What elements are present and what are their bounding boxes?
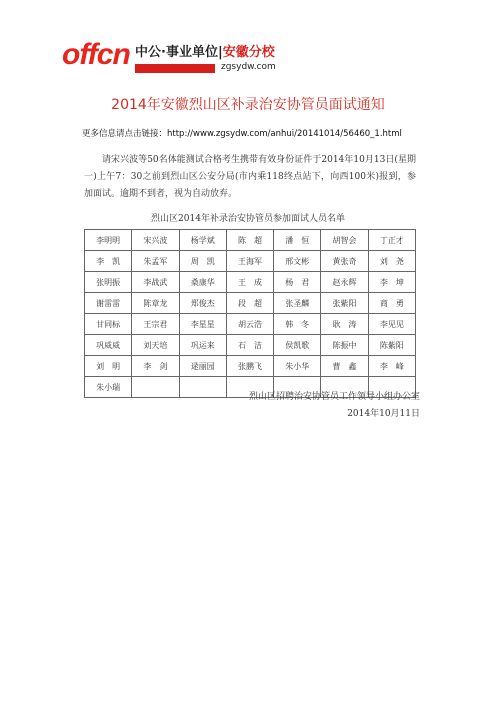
table-caption: 烈山区2014年补录治安协管员参加面试人员名单: [151, 214, 345, 224]
logo-unit: 事业单位: [165, 45, 218, 60]
name-cell: 张圣麟: [274, 293, 321, 314]
name-cell: 段 超: [226, 293, 273, 314]
logo-separator: |: [217, 45, 223, 60]
name-cell: 石 洁: [226, 335, 273, 356]
name-cell: 刘 尧: [368, 251, 415, 272]
name-cell: 李战武: [132, 272, 179, 293]
signature-org: 烈山区招聘治安协管员工作领导小组办公室: [248, 392, 420, 402]
logo-site-url: zgsydw.com: [221, 62, 276, 72]
name-cell: 耿 涛: [321, 314, 368, 335]
name-cell: 陈振中: [321, 335, 368, 356]
name-cell: 邢文彬: [274, 251, 321, 272]
name-cell: 王 成: [226, 272, 273, 293]
name-cell: [132, 377, 179, 398]
name-cell: 桑康华: [179, 272, 226, 293]
name-cell: 甘同标: [85, 314, 132, 335]
name-cell: 王海军: [226, 251, 273, 272]
logo-wordmark: offcn: [62, 38, 130, 71]
name-cell: 李 坤: [368, 272, 415, 293]
table-row: [85, 335, 416, 356]
name-cell: 潘 恒: [274, 230, 321, 251]
name-cell: 张明振: [85, 272, 132, 293]
logo-branch: 安徽分校: [222, 45, 275, 60]
name-cell: 李 剑: [132, 356, 179, 377]
name-cell: 朱孟军: [132, 251, 179, 272]
name-cell: 刘 明: [85, 356, 132, 377]
name-cell: 李见见: [368, 314, 415, 335]
name-cell: 李明明: [85, 230, 132, 251]
candidate-table-body: [85, 230, 416, 398]
name-cell: 张紫阳: [321, 293, 368, 314]
name-cell: 杨 君: [274, 272, 321, 293]
name-cell: 韩 冬: [274, 314, 321, 335]
offcn-logo: [62, 38, 292, 78]
name-cell: 谢雷雷: [85, 293, 132, 314]
logo-slogan-bar: [135, 64, 215, 73]
name-cell: 宋兴波: [132, 230, 179, 251]
table-row: [85, 293, 416, 314]
name-cell: 张鹏飞: [226, 356, 273, 377]
table-row: [85, 230, 416, 251]
name-cell: 陈 超: [226, 230, 273, 251]
more-info-link[interactable]: 更多信息请点击链接：http://www.zgsydw.com/anhui/20141014/56460_1.html: [82, 129, 402, 139]
table-row: [85, 314, 416, 335]
name-cell: 侯凯歌: [274, 335, 321, 356]
name-cell: 黄张奇: [321, 251, 368, 272]
name-cell: 杨学斌: [179, 230, 226, 251]
name-cell: 陈章龙: [132, 293, 179, 314]
name-cell: 李 峰: [368, 356, 415, 377]
page-title: 2014年安徽烈山区补录治安协管员面试通知: [111, 97, 385, 113]
name-cell: 胡云浩: [226, 314, 273, 335]
logo-brand: 中公: [135, 45, 162, 60]
logo-text-block: [135, 41, 292, 77]
logo-subline: [135, 63, 292, 77]
name-cell: 刘天培: [132, 335, 179, 356]
candidate-table: [84, 229, 416, 398]
name-cell: 郑俊杰: [179, 293, 226, 314]
logo-heading: 中公·事业单位|安徽分校: [135, 45, 275, 60]
name-cell: 曹 鑫: [321, 356, 368, 377]
name-cell: 逯丽园: [179, 356, 226, 377]
name-cell: 周 凯: [179, 251, 226, 272]
table-row: [85, 272, 416, 293]
name-cell: 商 勇: [368, 293, 415, 314]
signature-date: 2014年10月11日: [347, 409, 420, 419]
name-cell: 王宗君: [132, 314, 179, 335]
name-cell: 李 凯: [85, 251, 132, 272]
table-row: [85, 356, 416, 377]
name-cell: 陈紫阳: [368, 335, 415, 356]
name-cell: 赵永辉: [321, 272, 368, 293]
name-cell: [179, 377, 226, 398]
name-cell: 李星星: [179, 314, 226, 335]
name-cell: 朱小瑞: [85, 377, 132, 398]
name-cell: 胡智会: [321, 230, 368, 251]
notice-paragraph: 请宋兴波等50名体能测试合格考生携带有效身份证件于2014年10月13日(星期一)上午7：30之前到烈山区公安分局(市内乘118终点站下，向西100米)报到，参加面试。逾期不到者，视为自动放弃。: [84, 155, 416, 199]
name-cell: 巩运来: [179, 335, 226, 356]
name-cell: 丁正才: [368, 230, 415, 251]
name-cell: 朱小华: [274, 356, 321, 377]
table-row: [85, 251, 416, 272]
name-cell: 巩威威: [85, 335, 132, 356]
